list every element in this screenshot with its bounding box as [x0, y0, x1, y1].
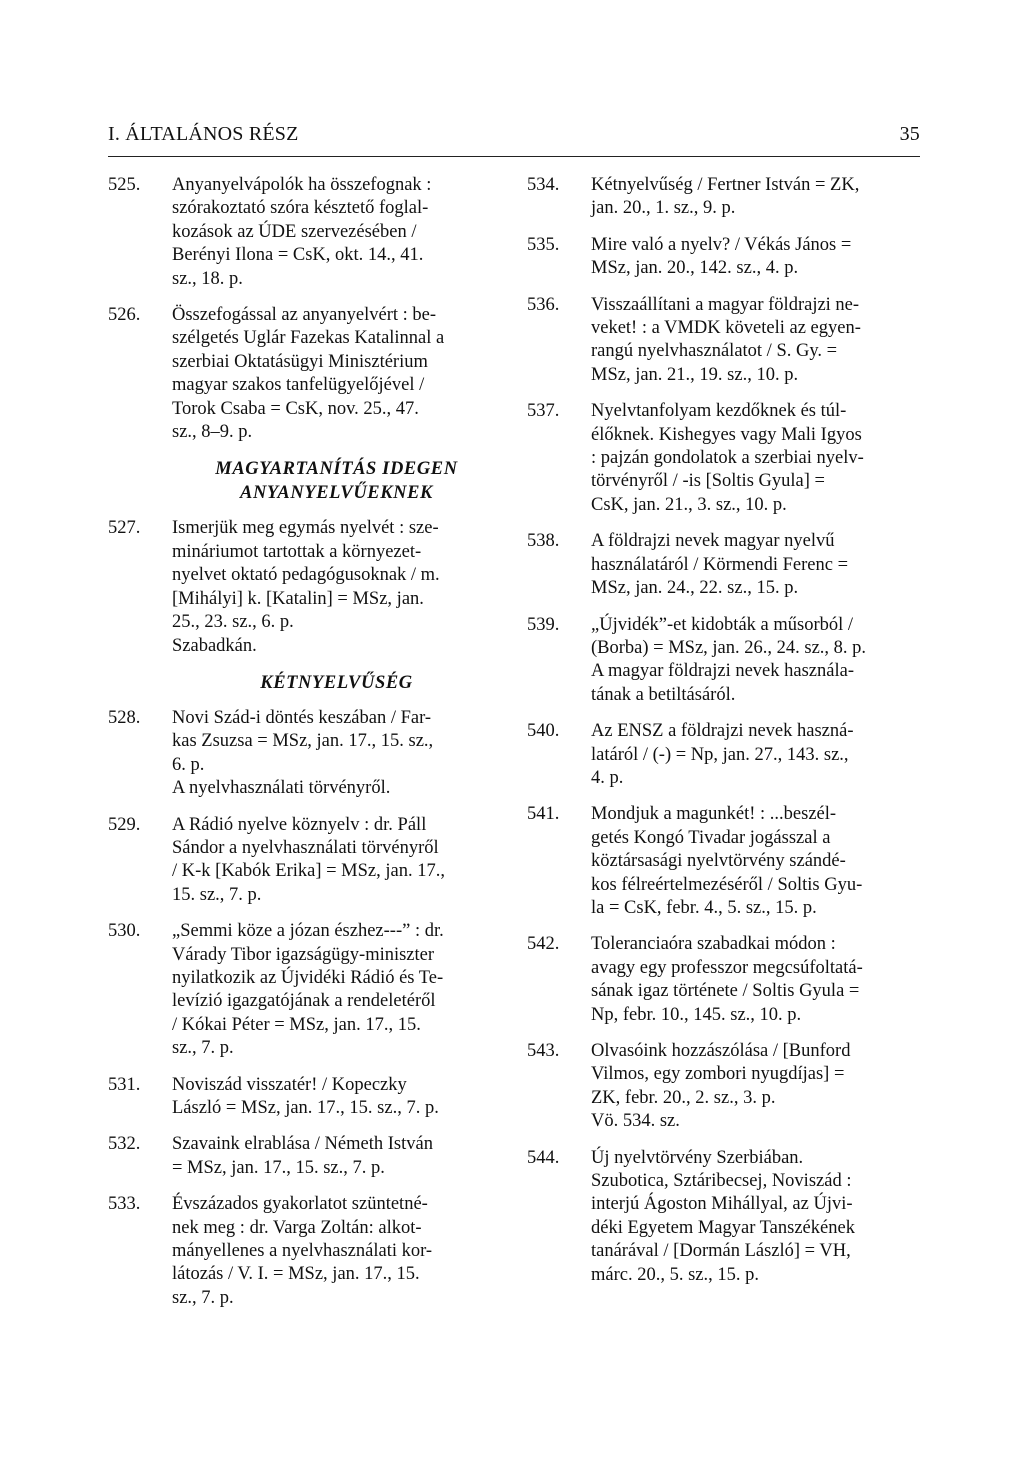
two-column-body — [108, 174, 920, 1323]
entry-line: = MSz, jan. 17., 15. sz., 7. p. — [172, 1157, 385, 1178]
entry-text — [591, 400, 920, 517]
bibliography-entry — [527, 1147, 920, 1287]
entry-line: nek meg : dr. Varga Zoltán: alkot- — [172, 1217, 422, 1238]
bibliography-entry — [108, 1133, 501, 1180]
page-number: 35 — [899, 123, 920, 145]
bibliography-entry — [108, 707, 501, 801]
entry-line: magyar szakos tanfelügyelőjével / — [172, 375, 425, 396]
entry-text — [172, 707, 501, 801]
entry-text — [172, 517, 501, 657]
entry-line: latáról / (-) = Np, jan. 27., 143. sz., — [591, 744, 849, 765]
entry-line: MSz, jan. 24., 22. sz., 15. p. — [591, 578, 799, 599]
entry-text — [172, 920, 501, 1060]
entry-number: 536. — [527, 294, 560, 315]
entry-line: Toleranciaóra szabadkai módon : — [591, 934, 836, 955]
entry-line: látozás / V. I. = MSz, jan. 17., 15. — [172, 1264, 420, 1285]
entry-number: 530. — [108, 921, 141, 942]
entry-line: 4. p. — [591, 767, 624, 788]
section-heading-line: ANYANYELVŰEKNEK — [240, 483, 433, 504]
entry-line: szerbiai Oktatásügyi Minisztérium — [172, 351, 428, 372]
entry-line: használatáról / Körmendi Ferenc = — [591, 554, 849, 575]
entry-number: 537. — [527, 401, 560, 422]
entry-line: 15. sz., 7. p. — [172, 884, 262, 905]
entry-number: 535. — [527, 234, 560, 255]
entry-line: jan. 20., 1. sz., 9. p. — [591, 198, 736, 219]
entry-line: Sándor a nyelvhasználati törvényről — [172, 837, 439, 858]
entry-line: „Újvidék”-et kidobták a műsorból / — [591, 614, 854, 635]
entry-line: Az ENSZ a földrajzi nevek haszná- — [591, 721, 854, 742]
entry-line: Novi Szád-i döntés keszában / Far- — [172, 707, 432, 728]
bibliography-entry — [108, 304, 501, 444]
entry-text — [591, 530, 920, 600]
entry-line: A Rádió nyelve köznyelv : dr. Páll — [172, 814, 427, 835]
entry-number: 539. — [527, 614, 560, 635]
entry-line: MSz, jan. 20., 142. sz., 4. p. — [591, 258, 799, 279]
entry-number: 540. — [527, 721, 560, 742]
entry-text — [172, 304, 501, 444]
entry-line: A magyar földrajzi nevek használa- — [591, 661, 854, 682]
entry-line: kozások az ÚDE szervezésében / — [172, 221, 417, 242]
entry-line: Szabadkán. — [172, 635, 257, 656]
entry-text — [591, 803, 920, 920]
entry-line: köztársasági nyelvtörvény szándé- — [591, 851, 846, 872]
entry-line: „Semmi köze a józan észhez---” : dr. — [172, 921, 444, 942]
entry-line: interjú Ágoston Mihállyal, az Újvi- — [591, 1194, 853, 1215]
entry-line: Évszázados gyakorlatot szüntetné- — [172, 1194, 428, 1215]
entry-line: A nyelvhasználati törvényről. — [172, 778, 391, 799]
entry-line: rangú nyelvhasználatot / S. Gy. = — [591, 341, 838, 362]
section-heading-line: MAGYARTANÍTÁS IDEGEN — [215, 459, 458, 480]
bibliography-entry — [108, 174, 501, 291]
entry-line: kas Zsuzsa = MSz, jan. 17., 15. sz., — [172, 731, 434, 752]
entry-line: 6. p. — [172, 754, 205, 775]
entry-line: László = MSz, jan. 17., 15. sz., 7. p. — [172, 1098, 439, 1118]
entry-line: Berényi Ilona = CsK, okt. 14., 41. — [172, 245, 424, 266]
book-page — [108, 122, 920, 1422]
running-header — [108, 122, 920, 157]
bibliography-entry — [108, 517, 501, 657]
entry-line: 25., 23. sz., 6. p. — [172, 612, 294, 633]
entry-line: / Kókai Péter = MSz, jan. 17., 15. — [172, 1014, 421, 1035]
bibliography-entry — [527, 234, 920, 281]
right-column — [527, 174, 920, 1323]
entry-line: getés Kongó Tivadar jogásszal a — [591, 827, 831, 848]
entry-line: mányellenes a nyelvhasználati kor- — [172, 1241, 433, 1262]
entry-line: ZK, febr. 20., 2. sz., 3. p. — [591, 1087, 776, 1108]
entry-line: nyelvet oktató pedagógusoknak / m. — [172, 565, 440, 586]
section-heading-line: KÉTNYELVŰSÉG — [260, 672, 413, 693]
entry-number: 525. — [108, 175, 141, 195]
entry-number: 543. — [527, 1041, 560, 1061]
bibliography-entry — [527, 294, 920, 388]
bibliography-entry — [527, 803, 920, 920]
entry-line: kos félreértelmezéséről / Soltis Gyu- — [591, 874, 863, 895]
entry-text — [172, 814, 501, 908]
entry-line: [Mihályi] k. [Katalin] = MSz, jan. — [172, 588, 424, 609]
entry-line: Noviszád visszatér! / Kopeczky — [172, 1074, 407, 1095]
entry-line: MSz, jan. 21., 19. sz., 10. p. — [591, 364, 799, 385]
entry-line: Np, febr. 10., 145. sz., 10. p. — [591, 1004, 802, 1025]
entry-line: avagy egy professzor megcsúfoltatá- — [591, 957, 863, 978]
section-heading — [172, 671, 501, 695]
entry-line: déki Egyetem Magyar Tanszékének — [591, 1217, 855, 1238]
entry-line: levízió igazgatójának a rendeletéről — [172, 991, 436, 1012]
entry-line: sz., 7. p. — [172, 1038, 234, 1059]
entry-line: la = CsK, febr. 4., 5. sz., 15. p. — [591, 897, 817, 918]
entry-number: 533. — [108, 1194, 141, 1215]
entry-text — [172, 174, 501, 291]
entry-line: Mondjuk a magunkét! : ...beszél- — [591, 804, 837, 825]
entry-line: Új nyelvtörvény Szerbiában. — [591, 1147, 804, 1168]
entry-line: veket! : a VMDK követeli az egyen- — [591, 318, 861, 339]
entry-line: márc. 20., 5. sz., 15. p. — [591, 1264, 760, 1285]
entry-number: 534. — [527, 175, 560, 195]
entry-text — [591, 294, 920, 388]
bibliography-entry — [527, 720, 920, 790]
entry-number: 526. — [108, 305, 141, 326]
entry-line: sának igaz története / Soltis Gyula = — [591, 981, 860, 1002]
entry-line: Nyelvtanfolyam kezdőknek és túl- — [591, 401, 847, 422]
entry-text — [591, 234, 920, 281]
entry-line: Összefogással az anyanyelvért : be- — [172, 305, 437, 326]
entry-line: sz., 18. p. — [172, 268, 243, 289]
entry-line: törvényről / -is [Soltis Gyula] = — [591, 471, 825, 492]
entry-line: Várady Tibor igazságügy-miniszter — [172, 944, 435, 965]
entry-line: sz., 7. p. — [172, 1287, 234, 1308]
bibliography-entry — [527, 933, 920, 1027]
header-title: I. ÁLTALÁNOS RÉSZ — [108, 123, 299, 145]
entry-text — [591, 1147, 920, 1287]
entry-text — [591, 720, 920, 790]
entry-line: : pajzán gondolatok a szerbiai nyelv- — [591, 448, 864, 469]
entry-line: Olvasóink hozzászólása / [Bunford — [591, 1041, 851, 1061]
entry-number: 542. — [527, 934, 560, 955]
entry-number: 541. — [527, 804, 560, 825]
entry-line: élőknek. Kishegyes vagy Mali Igyos — [591, 424, 862, 445]
entry-number: 528. — [108, 707, 141, 728]
entry-line: Anyanyelvápolók ha összefognak : — [172, 175, 432, 195]
entry-number: 544. — [527, 1147, 560, 1168]
entry-text — [172, 1133, 501, 1180]
entry-line: mináriumot tartottak a környezet- — [172, 541, 422, 562]
entry-line: sz., 8–9. p. — [172, 422, 253, 443]
entry-line: CsK, jan. 21., 3. sz., 10. p. — [591, 494, 787, 515]
entry-text — [172, 1074, 501, 1121]
entry-line: tanárával / [Dormán László] = VH, — [591, 1241, 851, 1262]
entry-line: Szubotica, Sztáribecsej, Noviszád : — [591, 1171, 852, 1192]
entry-number: 538. — [527, 531, 560, 552]
bibliography-entry — [527, 1040, 920, 1134]
entry-line: nyilatkozik az Újvidéki Rádió és Te- — [172, 967, 444, 988]
bibliography-entry — [527, 614, 920, 708]
entry-text — [172, 1193, 501, 1310]
entry-line: Vö. 534. sz. — [591, 1111, 680, 1132]
bibliography-entry — [527, 400, 920, 517]
bibliography-entry — [108, 1074, 501, 1121]
entry-line: szórakoztató szóra késztető foglal- — [172, 198, 429, 219]
entry-text — [591, 933, 920, 1027]
entry-line: Kétnyelvűség / Fertner István = ZK, — [591, 175, 860, 195]
entry-line: Torok Csaba = CsK, nov. 25., 47. — [172, 398, 419, 419]
entry-line: (Borba) = MSz, jan. 26., 24. sz., 8. p. — [591, 637, 867, 658]
entry-number: 532. — [108, 1134, 141, 1155]
bibliography-entry — [108, 814, 501, 908]
left-column — [108, 174, 501, 1323]
entry-line: szélgetés Uglár Fazekas Katalinnal a — [172, 328, 445, 349]
entry-line: Mire való a nyelv? / Vékás János = — [591, 234, 852, 255]
entry-number: 531. — [108, 1074, 141, 1095]
entry-line: Vilmos, egy zombori nyugdíjas] = — [591, 1064, 845, 1085]
entry-line: Ismerjük meg egymás nyelvét : sze- — [172, 518, 439, 539]
bibliography-entry — [108, 920, 501, 1060]
entry-line: / K-k [Kabók Erika] = MSz, jan. 17., — [172, 861, 445, 882]
entry-number: 527. — [108, 518, 141, 539]
bibliography-entry — [108, 1193, 501, 1310]
entry-text — [591, 174, 920, 221]
section-heading — [172, 457, 501, 505]
entry-line: tának a betiltásáról. — [591, 684, 736, 705]
bibliography-entry — [527, 174, 920, 221]
entry-text — [591, 1040, 920, 1134]
entry-line: A földrajzi nevek magyar nyelvű — [591, 531, 835, 552]
entry-text — [591, 614, 920, 708]
entry-number: 529. — [108, 814, 141, 835]
bibliography-entry — [527, 530, 920, 600]
entry-line: Szavaink elrablása / Németh István — [172, 1134, 433, 1155]
entry-line: Visszaállítani a magyar földrajzi ne- — [591, 294, 860, 315]
